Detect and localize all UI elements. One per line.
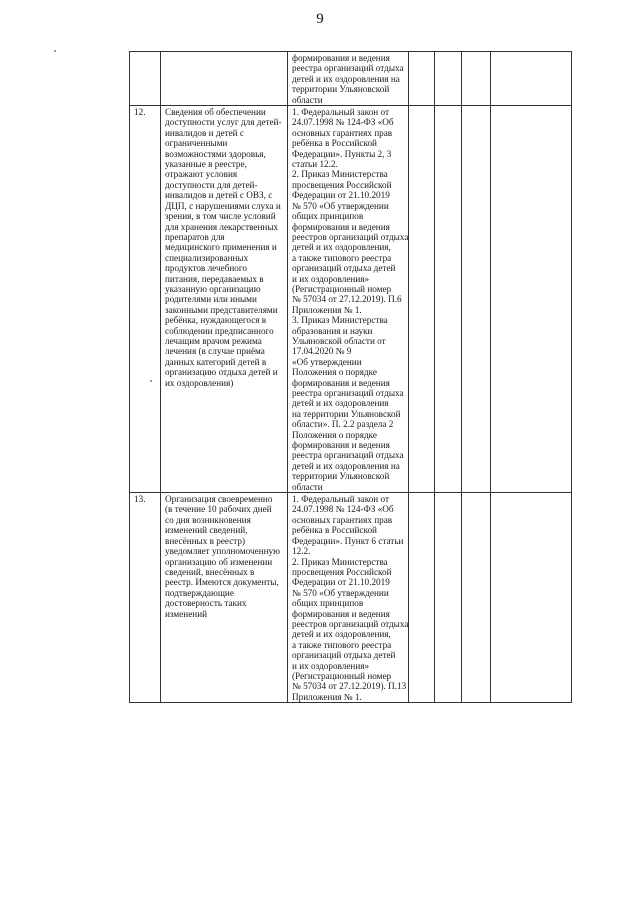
legal-basis-line: образования и науки [292,325,373,336]
legal-basis-line: Ульяновской области от [292,335,386,346]
legal-basis-line: на территории Ульяновской [292,408,401,419]
requirements-table [129,51,572,703]
legal-basis-line: Федерации от 21.10.2019 [292,190,390,201]
row-number-cell: 12. [130,106,161,493]
legal-basis-line: 24.07.1998 № 124-ФЗ «Об [292,117,394,128]
legal-basis-line: № 57034 от 27.12.2019). П.13 [292,681,407,692]
description-line: отражают условия [165,169,238,180]
table-row [130,52,572,106]
description-line: ребёнка, нуждающегося в [165,315,267,326]
legal-basis-line: формирования и ведения [292,440,390,451]
legal-basis-line: ребёнка в Российской [292,138,377,149]
legal-basis-line: основных гарантиях прав [292,514,393,525]
legal-basis-line: Приложения № 1. [292,304,362,315]
requirement-description-cell [161,106,288,493]
description-line: лечащим врачом режима [165,335,262,346]
description-line: внесённых в реестр) [165,535,246,546]
legal-basis-line: просвещения Российской [292,566,392,577]
legal-basis-line: 2. Приказ Министерства [292,169,388,180]
legal-basis-line: (Регистрационный номер [292,670,392,681]
legal-basis-line: формирования и ведения [292,221,390,232]
description-line: родителями или иными [165,294,257,305]
empty-assessment-cell [409,106,435,493]
legal-basis-line: 12.2. [292,546,311,557]
legal-basis-line: области [292,94,323,105]
description-line: законными представителями [165,304,278,315]
legal-basis-line: основных гарантиях прав [292,127,393,138]
legal-basis-line: статьи 12.2. [292,159,338,170]
description-line: соблюдении предписанного [165,325,274,336]
legal-basis-line: области». П. 2.2 раздела 2 [292,419,394,430]
legal-basis-line: Положения о порядке [292,367,377,378]
legal-basis-line: организаций отдыха детей [292,650,396,661]
description-line: уведомляет уполномоченную [165,546,281,557]
description-line: данных категорий детей в [165,356,267,367]
description-line: изменений сведений, [165,525,248,536]
empty-assessment-cell [435,106,462,493]
legal-basis-line: и их оздоровления» [292,660,370,671]
description-line: доступности услуг для детей- [165,117,282,128]
legal-basis-line: 1. Федеральный закон от [292,107,389,118]
requirement-description-cell [161,52,288,106]
description-line: инвалидов и детей с [165,127,244,138]
table-row [130,106,572,493]
legal-basis-line: «Об утверждении [292,356,362,367]
requirement-description-cell [161,493,288,703]
legal-basis-line: формирования и ведения [292,377,390,388]
legal-basis-line: (Регистрационный номер [292,283,392,294]
legal-basis-line: ребёнка в Российской [292,525,377,536]
legal-basis-line: детей и их оздоровления на [292,460,400,471]
description-line: лечения (в случае приёма [165,346,265,357]
legal-basis-line: Положения о порядке [292,429,377,440]
description-line: питания, передаваемых в [165,273,264,284]
empty-assessment-cell [491,52,572,106]
legal-basis-line: реестра организаций отдыха [292,388,404,398]
description-line: медицинского применения и [165,242,277,253]
legal-basis-line: детей и их оздоровления [292,398,389,409]
empty-assessment-cell [435,493,462,703]
description-line: изменений [165,608,208,619]
empty-assessment-cell [409,493,435,703]
legal-basis-cell [288,52,409,106]
legal-basis-line: реестра организаций отдыха [292,450,404,461]
legal-basis-line: Федерации». Пункты 2, 3 [292,148,392,159]
legal-basis-line: реестров организаций отдыха [292,231,409,242]
legal-basis-line: № 57034 от 27.12.2019). П.6 [292,294,402,305]
description-line: специализированных [165,252,249,263]
description-line: для хранения лекарственных [165,221,279,232]
legal-basis-line: Федерации». Пункт 6 статьи [292,535,404,546]
description-line: инвалидов и детей с ОВЗ, с [165,190,273,201]
legal-basis-line: детей и их оздоровления, [292,629,391,640]
description-line: продуктов лечебного [165,263,248,274]
description-line: организацию об изменении [165,556,273,567]
description-line: их оздоровления) [165,377,234,388]
description-line: достоверность таких [165,598,247,609]
legal-basis-line: формирования и ведения [292,53,390,63]
legal-basis-line: и их оздоровления» [292,273,370,284]
description-line: указанную организацию [165,283,261,294]
row-number-cell: 13. [130,493,161,703]
legal-basis-line: области [292,481,323,492]
scan-artifact-dot [54,50,56,52]
row-number-cell [130,52,161,106]
legal-basis-line: 24.07.1998 № 124-ФЗ «Об [292,504,394,515]
description-line: препаратов для [165,231,225,242]
legal-basis-cell [288,493,409,703]
legal-basis-line: территории Ульяновской [292,84,390,95]
description-line: указанные в реестре, [165,159,247,170]
legal-basis-line: территории Ульяновской [292,471,390,482]
description-line: зрения, в том числе условий [165,211,276,222]
description-line: Сведения об обеспечении [165,107,266,118]
empty-assessment-cell [491,493,572,703]
description-line: подтверждающие [165,587,234,598]
legal-basis-line: 1. Федеральный закон от [292,494,389,505]
legal-basis-line: 2. Приказ Министерства [292,556,388,567]
legal-basis-line: общих принципов [292,211,364,222]
description-line: организацию отдыха детей и [165,367,278,378]
description-line: доступности для детей- [165,179,258,190]
empty-assessment-cell [462,106,491,493]
legal-basis-line: формирования и ведения [292,608,390,619]
legal-basis-line: № 570 «Об утверждении [292,587,389,598]
legal-basis-line: а также типового реестра [292,639,392,650]
legal-basis-line: а также типового реестра [292,252,392,263]
description-line: реестр. Имеются документы, [165,577,279,588]
legal-basis-line: организаций отдыха детей [292,263,396,274]
table-body [130,52,572,703]
description-line: возможностями здоровья, [165,148,266,159]
description-line: ДЦП, с нарушениями слуха и [165,200,281,211]
description-line: Организация своевременно [165,494,273,505]
legal-basis-line: реестра организаций отдыха [292,63,404,74]
legal-basis-line: реестров организаций отдыха [292,618,409,629]
empty-assessment-cell [491,106,572,493]
description-line: со дня возникновения [165,514,251,525]
table-row [130,493,572,703]
legal-basis-line: просвещения Российской [292,179,392,190]
legal-basis-line: детей и их оздоровления на [292,73,400,84]
empty-assessment-cell [462,493,491,703]
description-line: сведений, внесённых в [165,566,255,577]
empty-assessment-cell [435,52,462,106]
empty-assessment-cell [462,52,491,106]
legal-basis-line: детей и их оздоровления, [292,242,391,253]
description-line: (в течение 10 рабочих дней [165,504,272,515]
legal-basis-line: Федерации от 21.10.2019 [292,577,390,588]
legal-basis-line: общих принципов [292,598,364,609]
legal-basis-line: № 570 «Об утверждении [292,200,389,211]
legal-basis-line: 17.04.2020 № 9 [292,346,352,357]
description-line: ограниченными [165,138,228,149]
legal-basis-line: Приложения № 1. [292,691,362,702]
page-number: 9 [316,11,324,27]
empty-assessment-cell [409,52,435,106]
legal-basis-line: 3. Приказ Министерства [292,315,388,326]
legal-basis-cell [288,106,409,493]
